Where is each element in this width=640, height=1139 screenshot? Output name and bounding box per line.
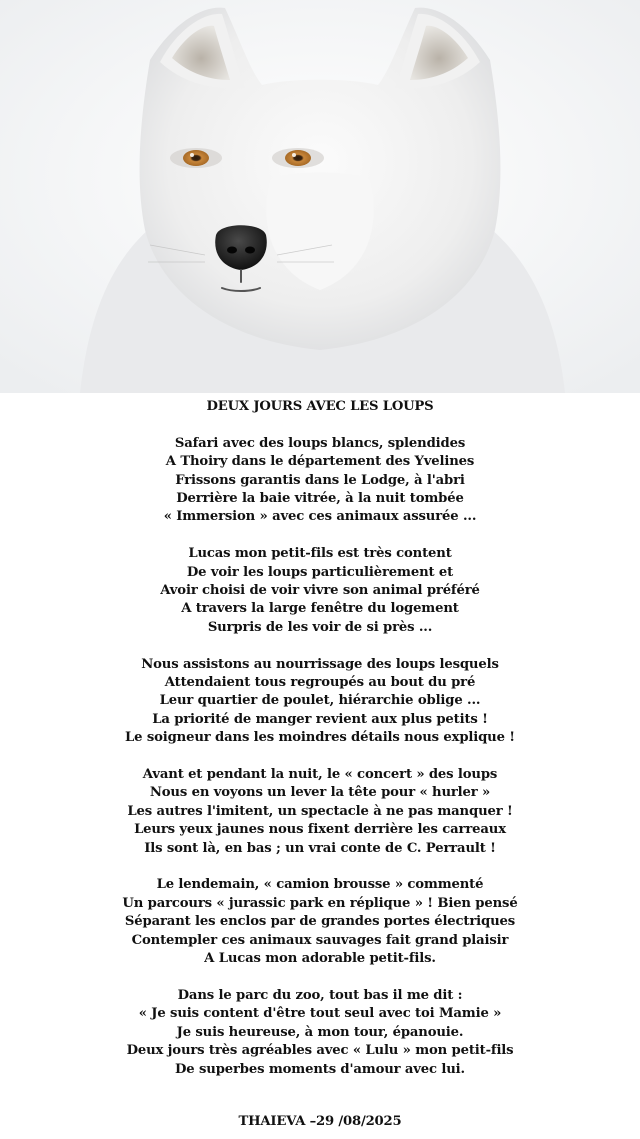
poem-line: Frissons garantis dans le Lodge, à l'abri [175, 472, 465, 488]
stanza-4 [0, 766, 640, 858]
poem-line: Nous en voyons un lever la tête pour « hurler » [149, 785, 491, 801]
poem-line: Safari avec des loups blancs, splendides [174, 435, 466, 451]
poem-line: A Thoiry dans le département des Yvelines [165, 454, 475, 470]
poem-line: Deux jours très agréables avec « Lulu » mon petit-fils [126, 1043, 514, 1059]
poem-line: Séparant les enclos par de grandes portes électriques [124, 914, 516, 930]
poem-line: Derrière la baie vitrée, à la nuit tombée [176, 491, 464, 507]
poem-line: Nous assistons au nourrissage des loups lesquels [141, 656, 499, 672]
poem-line: Je suis heureuse, à mon tour, épanouie. [176, 1024, 464, 1040]
poem [0, 398, 640, 1097]
stanza-6 [0, 987, 640, 1079]
poem-line: Dans le parc du zoo, tout bas il me dit : [177, 987, 463, 1003]
stanza-2 [0, 545, 640, 637]
poem-line: A travers la large fenêtre du logement [181, 601, 459, 617]
white-wolf-photo [0, 0, 640, 393]
poem-line: Attendaient tous regroupés au bout du pré [164, 675, 476, 691]
poem-line: Ils sont là, en bas ; un vrai conte de C. Perrault ! [144, 840, 496, 856]
poem-line: Lucas mon petit-fils est très content [188, 546, 452, 562]
poem-line: « Je suis content d'être tout seul avec toi Mamie » [138, 1006, 502, 1022]
poem-line: Le soigneur dans les moindres détails nous explique ! [125, 730, 515, 746]
poem-line: Un parcours « jurassic park en réplique » ! Bien pensé [122, 895, 518, 911]
poem-line: « Immersion » avec ces animaux assurée ... [163, 509, 477, 525]
poem-line: A Lucas mon adorable petit-fils. [204, 951, 436, 967]
poem-line: Surpris de les voir de si près ... [207, 619, 433, 635]
poem-line: Leur quartier de poulet, hiérarchie oblige ... [159, 693, 481, 709]
poem-line: Les autres l'imitent, un spectacle à ne pas manquer ! [127, 803, 513, 819]
poem-line: De superbes moments d'amour avec lui. [175, 1061, 465, 1077]
poem-line: La priorité de manger revient aux plus petits ! [152, 711, 488, 727]
poem-line: Contempler ces animaux sauvages fait grand plaisir [131, 932, 509, 948]
author-signature-date: THAIEVA –29 /08/2025 [238, 1114, 402, 1129]
poem-line: Leurs yeux jaunes nous fixent derrière les carreaux [134, 822, 506, 838]
stanza-3 [0, 656, 640, 748]
stanza-5 [0, 876, 640, 968]
poem-line: De voir les loups particulièrement et [186, 564, 454, 580]
poem-title: DEUX JOURS AVEC LES LOUPS [206, 399, 434, 414]
stanza-1 [0, 435, 640, 527]
poem-line: Avoir choisi de voir vivre son animal préféré [160, 583, 480, 599]
poem-line: Avant et pendant la nuit, le « concert » des loups [142, 767, 498, 783]
poem-line: Le lendemain, « camion brousse » commenté [156, 877, 484, 893]
